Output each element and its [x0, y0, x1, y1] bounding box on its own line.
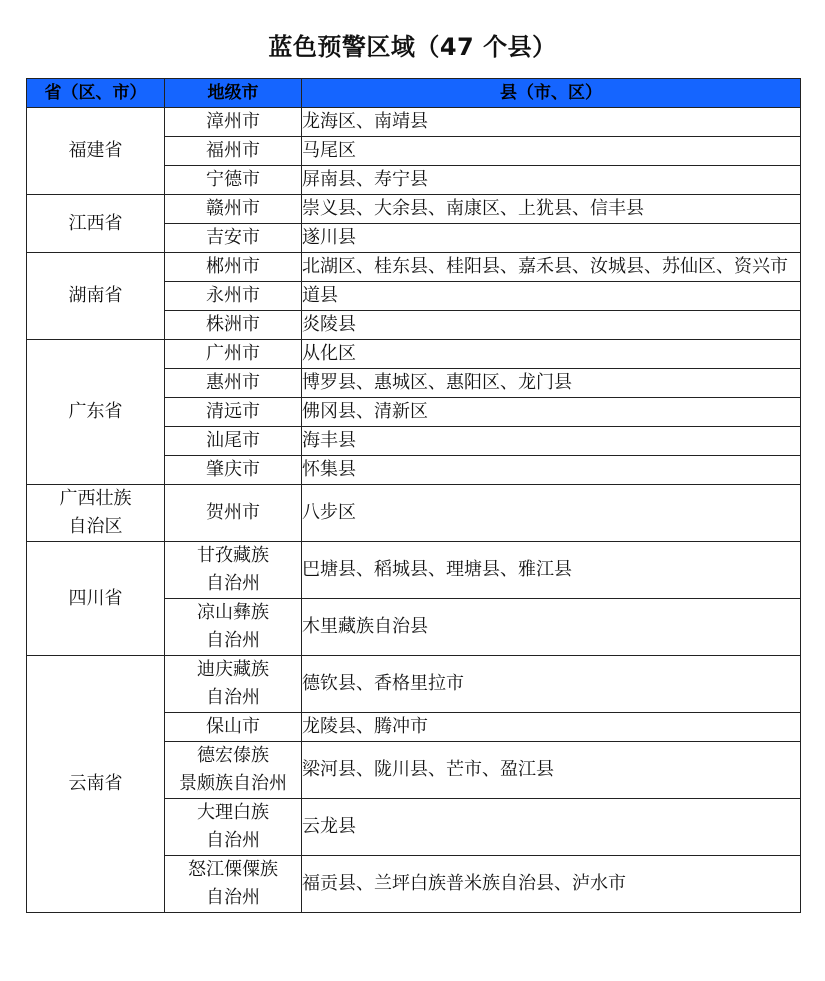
province-cell: 江西省 — [27, 195, 165, 253]
county-cell: 遂川县 — [302, 224, 801, 253]
city-cell: 怒江傈僳族 自治州 — [165, 856, 302, 913]
city-cell: 宁德市 — [165, 166, 302, 195]
city-cell: 甘孜藏族 自治州 — [165, 542, 302, 599]
table-row — [27, 195, 801, 224]
county-cell: 道县 — [302, 282, 801, 311]
table-row — [27, 656, 801, 713]
county-cell: 崇义县、大余县、南康区、上犹县、信丰县 — [302, 195, 801, 224]
city-cell: 保山市 — [165, 713, 302, 742]
county-cell: 龙海区、南靖县 — [302, 108, 801, 137]
county-cell: 龙陵县、腾冲市 — [302, 713, 801, 742]
city-cell: 永州市 — [165, 282, 302, 311]
county-cell: 梁河县、陇川县、芒市、盈江县 — [302, 742, 801, 799]
city-cell: 清远市 — [165, 398, 302, 427]
county-cell: 八步区 — [302, 485, 801, 542]
province-cell: 福建省 — [27, 108, 165, 195]
city-cell: 肇庆市 — [165, 456, 302, 485]
city-cell: 广州市 — [165, 340, 302, 369]
city-cell: 凉山彝族 自治州 — [165, 599, 302, 656]
county-cell: 佛冈县、清新区 — [302, 398, 801, 427]
county-cell: 怀集县 — [302, 456, 801, 485]
province-cell: 四川省 — [27, 542, 165, 656]
province-cell: 广东省 — [27, 340, 165, 485]
county-cell: 巴塘县、稻城县、理塘县、雅江县 — [302, 542, 801, 599]
header-province: 省（区、市） — [27, 79, 165, 108]
county-cell: 马尾区 — [302, 137, 801, 166]
table-row — [27, 485, 801, 542]
city-cell: 郴州市 — [165, 253, 302, 282]
city-cell: 贺州市 — [165, 485, 302, 542]
city-cell: 赣州市 — [165, 195, 302, 224]
city-cell: 大理白族 自治州 — [165, 799, 302, 856]
county-cell: 福贡县、兰坪白族普米族自治县、泸水市 — [302, 856, 801, 913]
table-row — [27, 108, 801, 137]
city-cell: 德宏傣族 景颇族自治州 — [165, 742, 302, 799]
city-cell: 株洲市 — [165, 311, 302, 340]
city-cell: 漳州市 — [165, 108, 302, 137]
table-header-row — [27, 79, 801, 108]
city-cell: 汕尾市 — [165, 427, 302, 456]
header-city: 地级市 — [165, 79, 302, 108]
county-cell: 北湖区、桂东县、桂阳县、嘉禾县、汝城县、苏仙区、资兴市 — [302, 253, 801, 282]
table-row — [27, 340, 801, 369]
table-row — [27, 542, 801, 599]
county-cell: 德钦县、香格里拉市 — [302, 656, 801, 713]
county-cell: 云龙县 — [302, 799, 801, 856]
county-cell: 博罗县、惠城区、惠阳区、龙门县 — [302, 369, 801, 398]
city-cell: 迪庆藏族 自治州 — [165, 656, 302, 713]
city-cell: 吉安市 — [165, 224, 302, 253]
city-cell: 惠州市 — [165, 369, 302, 398]
county-cell: 木里藏族自治县 — [302, 599, 801, 656]
header-county: 县（市、区） — [302, 79, 801, 108]
page-title: 蓝色预警区域（47 个县） — [268, 33, 557, 61]
county-cell: 海丰县 — [302, 427, 801, 456]
province-cell: 湖南省 — [27, 253, 165, 340]
county-cell: 炎陵县 — [302, 311, 801, 340]
county-cell: 从化区 — [302, 340, 801, 369]
province-cell: 广西壮族 自治区 — [27, 485, 165, 542]
table-row — [27, 253, 801, 282]
city-cell: 福州市 — [165, 137, 302, 166]
warning-area-table — [26, 78, 801, 913]
province-cell: 云南省 — [27, 656, 165, 913]
county-cell: 屏南县、寿宁县 — [302, 166, 801, 195]
